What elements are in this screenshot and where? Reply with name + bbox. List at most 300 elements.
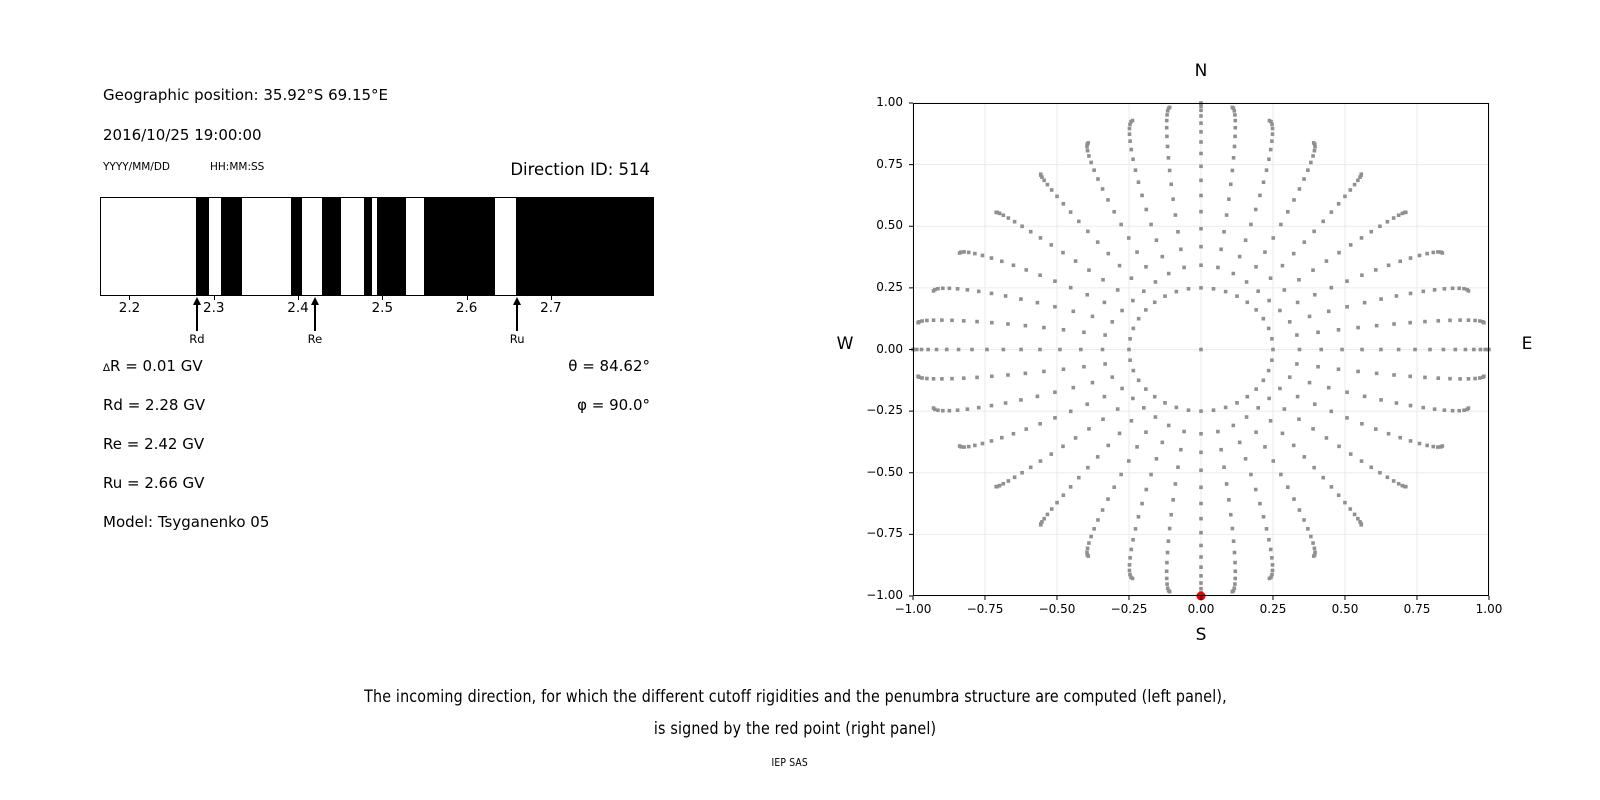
- ray-dot: [1431, 251, 1435, 255]
- ray-dot: [1042, 326, 1046, 330]
- y-axis-tick-label: −0.50: [866, 464, 903, 479]
- ray-dot: [1062, 493, 1066, 497]
- ray-dot: [1404, 485, 1408, 489]
- ray-dot: [1309, 535, 1313, 539]
- ray-dot: [1244, 238, 1248, 242]
- ring-dot: [1254, 387, 1258, 391]
- ray-dot: [1269, 419, 1273, 423]
- ray-dot: [935, 348, 939, 352]
- ray-dot: [1069, 286, 1073, 290]
- ray-dot: [1356, 370, 1360, 374]
- ring-dot: [1137, 317, 1141, 321]
- ray-dot: [1325, 259, 1329, 263]
- ray-dot: [1229, 513, 1233, 517]
- ray-dot: [990, 404, 994, 408]
- ray-dot: [1283, 407, 1287, 411]
- ray-dot: [1265, 527, 1269, 531]
- ray-dot: [1103, 395, 1107, 399]
- compass-north-label: N: [1194, 61, 1208, 81]
- ray-dot: [1329, 286, 1333, 290]
- ring-dot: [1144, 308, 1148, 312]
- ray-dot: [1101, 278, 1105, 282]
- x-axis-tick-label: 0.25: [1259, 602, 1287, 616]
- ray-dot: [1055, 501, 1059, 505]
- ray-dot: [1086, 149, 1090, 153]
- ring-dot: [1262, 317, 1266, 321]
- ray-dot: [1448, 377, 1452, 381]
- ray-dot: [1086, 466, 1090, 470]
- ray-dot: [1012, 263, 1016, 267]
- ray-dot: [932, 377, 936, 381]
- ring-dot: [1199, 409, 1203, 413]
- ray-dot: [941, 409, 945, 413]
- ray-dot: [1106, 497, 1110, 501]
- figure-credit: IEP SAS: [771, 756, 809, 769]
- ray-dot: [1087, 268, 1091, 272]
- ray-dot: [1149, 223, 1153, 227]
- ray-dot: [1199, 451, 1203, 455]
- x-axis-tick-label: −0.50: [1038, 602, 1076, 616]
- ray-dot: [1386, 475, 1390, 479]
- ray-dot: [948, 409, 952, 413]
- ring-dot: [1199, 286, 1203, 290]
- ray-dot: [1101, 348, 1105, 352]
- ray-dot: [1199, 210, 1203, 214]
- ray-dot: [1473, 377, 1477, 381]
- ray-dot: [1127, 459, 1131, 463]
- delta-r-text: ∆R = 0.01 GV: [103, 357, 203, 375]
- ring-dot: [1212, 408, 1216, 412]
- ray-dot: [950, 377, 954, 381]
- ray-dot: [967, 445, 971, 449]
- ray-dot: [1270, 139, 1274, 143]
- ray-dot: [1020, 224, 1024, 228]
- ray-dot: [1118, 264, 1122, 268]
- ray-dot: [1128, 563, 1132, 567]
- ray-dot: [1270, 556, 1274, 560]
- ray-dot: [1129, 148, 1133, 152]
- ray-dot: [1174, 482, 1178, 486]
- ray-dot: [1038, 273, 1042, 277]
- penumbra-band: [424, 198, 495, 295]
- ray-dot: [1112, 210, 1116, 214]
- ray-dot: [1077, 476, 1081, 480]
- ray-dot: [1262, 180, 1266, 184]
- ray-dot: [940, 377, 944, 381]
- re-text: Re = 2.42 GV: [103, 435, 205, 453]
- ray-dot: [1167, 424, 1171, 428]
- ray-dot: [1086, 230, 1090, 234]
- cutoff-marker-label: Rd: [189, 332, 205, 346]
- x-axis-tick-label: −1.00: [894, 602, 932, 616]
- ray-dot: [1312, 141, 1316, 145]
- ray-dot: [1140, 194, 1144, 198]
- ray-dot: [1167, 539, 1171, 543]
- ray-dot: [1231, 169, 1235, 173]
- ring-dot: [1137, 379, 1141, 383]
- ray-dot: [1199, 140, 1203, 144]
- ray-dot: [1128, 132, 1132, 136]
- y-axis-tick-label: 1.00: [876, 95, 903, 109]
- ray-dot: [1369, 466, 1373, 470]
- ray-dot: [1053, 279, 1057, 283]
- ray-dot: [1379, 398, 1383, 402]
- ray-dot: [941, 286, 945, 290]
- ring-dot: [1224, 290, 1228, 294]
- ray-dot: [1311, 154, 1315, 158]
- ray-dot: [1349, 243, 1353, 247]
- ring-dot: [1270, 358, 1274, 362]
- ray-dot: [1199, 565, 1203, 569]
- ray-dot: [1428, 348, 1432, 352]
- ray-dot: [1462, 287, 1466, 291]
- x-axis-tick-label: 0.50: [1331, 602, 1359, 616]
- ray-dot: [1038, 422, 1042, 426]
- ray-dot: [936, 408, 940, 412]
- ray-dot: [1313, 546, 1317, 550]
- ray-dot: [936, 287, 940, 291]
- ray-dot: [1263, 445, 1267, 449]
- ray-dot: [1268, 119, 1272, 123]
- ray-dot: [1106, 444, 1110, 448]
- ray-dot: [1046, 513, 1050, 517]
- ray-dot: [1229, 182, 1233, 186]
- ray-dot: [973, 252, 977, 256]
- ray-dot: [1128, 569, 1132, 573]
- ray-dot: [1418, 254, 1422, 258]
- ray-dot: [1279, 223, 1283, 227]
- ray-dot: [1091, 381, 1095, 385]
- ray-dot: [977, 290, 981, 294]
- ray-dot: [1002, 348, 1006, 352]
- ray-dot: [1053, 416, 1057, 420]
- ray-dot: [1154, 415, 1158, 419]
- ray-dot: [1050, 188, 1054, 192]
- ray-dot: [1168, 527, 1172, 531]
- ray-dot: [1421, 290, 1425, 294]
- ray-dot: [1086, 141, 1090, 145]
- ray-dot: [957, 348, 961, 352]
- ray-dot: [1062, 202, 1066, 206]
- ray-dot: [1168, 590, 1172, 594]
- ray-dot: [1085, 293, 1089, 297]
- ray-dot: [1024, 372, 1028, 376]
- ray-dot: [1012, 432, 1016, 436]
- ray-dot: [1131, 157, 1135, 161]
- ring-dot: [1270, 337, 1274, 341]
- ray-dot: [1298, 508, 1302, 512]
- ray-dot: [1096, 240, 1100, 244]
- ray-dot: [1433, 288, 1437, 292]
- ray-dot: [1199, 502, 1203, 506]
- date-format-label: YYYY/MM/DD: [103, 161, 171, 173]
- ray-dot: [1199, 109, 1203, 113]
- ray-dot: [985, 348, 989, 352]
- ray-dot: [1101, 187, 1105, 191]
- ray-dot: [1345, 390, 1349, 394]
- ray-dot: [1296, 395, 1300, 399]
- ray-dot: [1166, 145, 1170, 149]
- ray-dot: [981, 442, 985, 446]
- ray-dot: [1386, 220, 1390, 224]
- ray-dot: [1079, 348, 1083, 352]
- ray-dot: [1199, 486, 1203, 490]
- ray-dot: [966, 407, 970, 411]
- ray-dot: [916, 375, 920, 379]
- cutoff-marker-label: Re: [307, 332, 323, 346]
- ring-dot: [1187, 287, 1191, 291]
- ray-dot: [1337, 367, 1341, 371]
- ray-dot: [1130, 276, 1134, 280]
- ray-dot: [1308, 381, 1312, 385]
- ray-dot: [1233, 577, 1237, 581]
- ray-dot: [1443, 408, 1447, 412]
- ray-dot: [1227, 498, 1231, 502]
- ray-dot: [1329, 410, 1333, 414]
- ray-dot: [1029, 466, 1033, 470]
- ray-dot: [1004, 294, 1008, 298]
- ring-dot: [1235, 401, 1239, 405]
- x-axis-tick-label: −0.25: [1110, 602, 1148, 616]
- penumbra-axis-tick-label: 2.3: [203, 300, 225, 316]
- ray-dot: [1058, 348, 1062, 352]
- ray-dot: [1343, 195, 1347, 199]
- ray-dot: [1216, 430, 1220, 434]
- ray-dot: [1258, 502, 1262, 506]
- ray-dot: [1131, 397, 1135, 401]
- ray-dot: [1020, 471, 1024, 475]
- penumbra-axis-tick-label: 2.7: [540, 300, 562, 316]
- ray-dot: [1199, 121, 1203, 125]
- ray-dot: [1245, 415, 1249, 419]
- ray-dot: [1306, 168, 1310, 172]
- ray-dot: [1353, 183, 1357, 187]
- ray-dot: [926, 348, 930, 352]
- ray-dot: [1134, 168, 1138, 172]
- ray-dot: [1408, 321, 1412, 325]
- ray-dot: [1345, 279, 1349, 283]
- ring-dot: [1262, 379, 1266, 383]
- ray-dot: [1062, 367, 1066, 371]
- ring-dot: [1245, 395, 1249, 399]
- ray-dot: [1340, 348, 1344, 352]
- ray-dot: [1448, 319, 1452, 323]
- ray-dot: [1131, 538, 1135, 542]
- ray-dot: [1219, 448, 1223, 452]
- ray-dot: [1360, 236, 1364, 240]
- ray-dot: [962, 319, 966, 323]
- ray-dot: [1096, 518, 1100, 522]
- ray-dot: [932, 406, 936, 410]
- ray-dot: [990, 321, 994, 325]
- penumbra-band: [364, 198, 372, 295]
- ray-dot: [1149, 473, 1153, 477]
- ray-dot: [1363, 301, 1367, 305]
- ray-dot: [1327, 310, 1331, 314]
- y-axis-tick-label: 0.25: [876, 279, 903, 294]
- ray-dot: [1165, 119, 1169, 123]
- ray-dot: [1199, 544, 1203, 548]
- figure-caption-line1: The incoming direction, for which the different cutoff rigidities and the penumbra structure are computed (left panel),: [363, 687, 1227, 707]
- ray-dot: [1155, 238, 1159, 242]
- ray-dot: [1453, 348, 1457, 352]
- ray-dot: [1349, 452, 1353, 456]
- penumbra-band: [322, 198, 341, 295]
- ray-dot: [1436, 319, 1440, 323]
- ring-dot: [1127, 348, 1131, 352]
- ray-dot: [1292, 444, 1296, 448]
- ray-dot: [1155, 457, 1159, 461]
- ray-dot: [1436, 376, 1440, 380]
- ring-dot: [1153, 300, 1157, 304]
- ray-dot: [932, 318, 936, 322]
- ray-dot: [1128, 556, 1132, 560]
- ray-dot: [1395, 401, 1399, 405]
- model-text: Model: Tsyganenko 05: [103, 513, 270, 531]
- ray-dot: [1254, 208, 1258, 212]
- ray-dot: [1374, 427, 1378, 431]
- ray-dot: [1103, 333, 1107, 337]
- ray-dot: [994, 211, 998, 215]
- ray-dot: [1360, 348, 1364, 352]
- ray-dot: [1120, 387, 1124, 391]
- ray-dot: [1233, 113, 1237, 117]
- ray-dot: [1327, 386, 1331, 390]
- ray-dot: [1467, 318, 1471, 322]
- ray-dot: [1271, 459, 1275, 463]
- ray-dot: [1042, 370, 1046, 374]
- ray-dot: [1337, 251, 1341, 255]
- ray-dot: [1409, 404, 1413, 408]
- ray-dot: [1312, 466, 1316, 470]
- ray-dot: [1423, 320, 1427, 324]
- ray-dot: [1062, 328, 1066, 332]
- ray-dot: [1168, 169, 1172, 173]
- penumbra-x-axis: [100, 296, 652, 356]
- ray-dot: [1225, 213, 1229, 217]
- ray-dot: [1337, 202, 1341, 206]
- ray-dot: [1244, 457, 1248, 461]
- ray-dot: [1002, 482, 1006, 486]
- ray-dot: [1129, 548, 1133, 552]
- ray-dot: [1049, 452, 1053, 456]
- figure-caption-line2: is signed by the red point (right panel): [653, 719, 937, 739]
- ray-dot: [1418, 442, 1422, 446]
- ray-dot: [1154, 280, 1158, 284]
- ray-dot: [1169, 182, 1173, 186]
- ray-dot: [1442, 348, 1446, 352]
- ray-dot: [925, 319, 929, 323]
- ray-dot: [1144, 430, 1148, 434]
- ray-dot: [1000, 436, 1004, 440]
- ray-dot: [1397, 482, 1401, 486]
- ray-dot: [1321, 476, 1325, 480]
- ray-dot: [1087, 427, 1091, 431]
- ray-dot: [1019, 348, 1023, 352]
- ray-dot: [1142, 406, 1146, 410]
- ray-dot: [1135, 250, 1139, 254]
- ray-dot: [1378, 224, 1382, 228]
- ray-dot: [1409, 439, 1413, 443]
- ray-dot: [1316, 365, 1320, 369]
- ray-dot: [1423, 376, 1427, 380]
- rd-text: Rd = 2.28 GV: [103, 396, 206, 414]
- ray-dot: [1199, 179, 1203, 183]
- ray-dot: [1002, 213, 1006, 217]
- ray-dot: [1006, 322, 1010, 326]
- ray-dot: [1039, 523, 1043, 527]
- ray-dot: [1325, 436, 1329, 440]
- ray-dot: [1024, 427, 1028, 431]
- ray-dot: [1053, 305, 1057, 309]
- ray-dot: [1231, 527, 1235, 531]
- ray-dot: [1267, 299, 1271, 303]
- ray-dot: [1451, 409, 1455, 413]
- ray-dot: [1458, 318, 1462, 322]
- ray-dot: [1345, 305, 1349, 309]
- ray-dot: [1161, 441, 1165, 445]
- ray-dot: [1271, 132, 1275, 136]
- ray-dot: [1281, 432, 1285, 436]
- ray-dot: [1330, 210, 1334, 214]
- ray-dot: [1263, 250, 1267, 254]
- penumbra-band: [377, 198, 406, 295]
- ray-dot: [1397, 348, 1401, 352]
- ray-dot: [1199, 152, 1203, 156]
- ray-dot: [950, 319, 954, 323]
- ring-dot: [1212, 287, 1216, 291]
- ray-dot: [1356, 326, 1360, 330]
- ray-dot: [1457, 409, 1461, 413]
- ray-dot: [1216, 266, 1220, 270]
- ray-dot: [1375, 372, 1379, 376]
- ray-dot: [1007, 216, 1011, 220]
- ray-dot: [1464, 348, 1468, 352]
- ray-dot: [1311, 268, 1315, 272]
- ray-dot: [1085, 402, 1089, 406]
- ray-dot: [1457, 286, 1461, 290]
- ray-dot: [1029, 230, 1033, 234]
- ring-dot: [1267, 327, 1271, 331]
- ray-dot: [975, 376, 979, 380]
- x-axis-tick-label: −0.75: [966, 602, 1004, 616]
- ray-dot: [966, 288, 970, 292]
- y-axis-tick-label: −0.75: [866, 526, 903, 541]
- geo-position-text: Geographic position: 35.92°S 69.15°E: [103, 86, 389, 104]
- ray-dot: [1425, 252, 1429, 256]
- ray-dot: [1369, 230, 1373, 234]
- ray-dot: [1179, 247, 1183, 251]
- ray-dot: [1144, 208, 1148, 212]
- ray-dot: [1169, 513, 1173, 517]
- ray-dot: [1165, 113, 1169, 117]
- ring-dot: [1271, 348, 1275, 352]
- ray-dot: [1269, 548, 1273, 552]
- ray-dot: [1278, 387, 1282, 391]
- ray-dot: [1278, 309, 1282, 313]
- ray-dot: [1110, 320, 1114, 324]
- ray-dot: [1231, 272, 1235, 276]
- ray-dot: [1042, 179, 1046, 183]
- ray-dot: [1271, 236, 1275, 240]
- ray-dot: [1199, 517, 1203, 521]
- ray-dot: [1288, 320, 1292, 324]
- ray-dot: [1069, 210, 1073, 214]
- ray-dot: [1127, 236, 1131, 240]
- ray-dot: [1096, 177, 1100, 181]
- ray-dot: [1049, 243, 1053, 247]
- ray-dot: [1103, 301, 1107, 305]
